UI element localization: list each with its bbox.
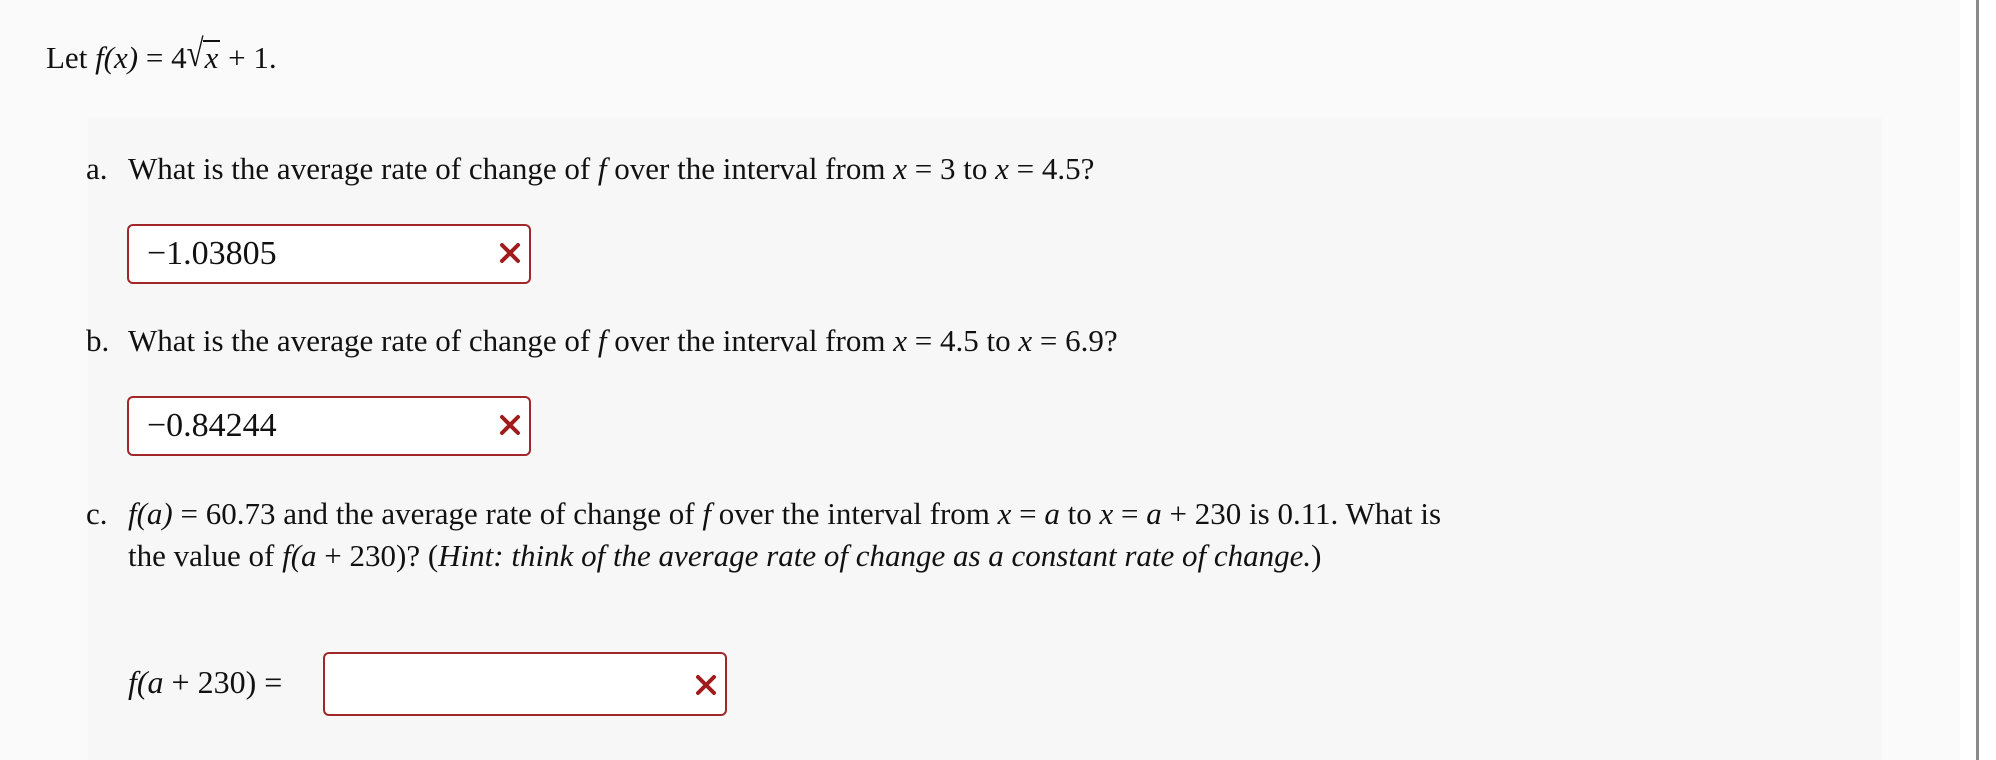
problem-statement: Let f(x) = 4√x + 1. — [46, 31, 277, 75]
question-text: What is the average rate of change of f over the interval from x = 3 to x = 4.5? — [128, 151, 1095, 186]
hint-text: Hint: think of the average rate of change as a constant rate of change. — [438, 538, 1312, 573]
answer-input-c[interactable] — [323, 652, 727, 716]
answer-input-b[interactable] — [127, 396, 531, 456]
answer-value: −0.84244 — [147, 407, 277, 444]
question-letter: b. — [86, 323, 110, 358]
question-letter: a. — [86, 151, 108, 186]
scrollbar[interactable] — [1960, 0, 1996, 760]
answer-label-c: f(a + 230) = — [128, 664, 283, 700]
x-mark-icon — [693, 672, 719, 698]
answer-value: −1.03805 — [147, 235, 277, 272]
sqrt-symbol: √x — [186, 31, 219, 75]
question-text: What is the average rate of change of f over the interval from x = 4.5 to x = 6.9? — [128, 323, 1118, 358]
x-mark-icon — [497, 240, 523, 266]
question-text: f(a) = 60.73 and the average rate of change of f over the interval from x = a to x = a + 230 is 0.11. What is the value of f(a + 230)? (Hint: think of the average rate of change as a constant rate of change.) — [128, 496, 1442, 573]
x-mark-icon — [497, 412, 523, 438]
answer-input-a[interactable] — [127, 224, 531, 284]
question-letter: c. — [86, 496, 108, 531]
